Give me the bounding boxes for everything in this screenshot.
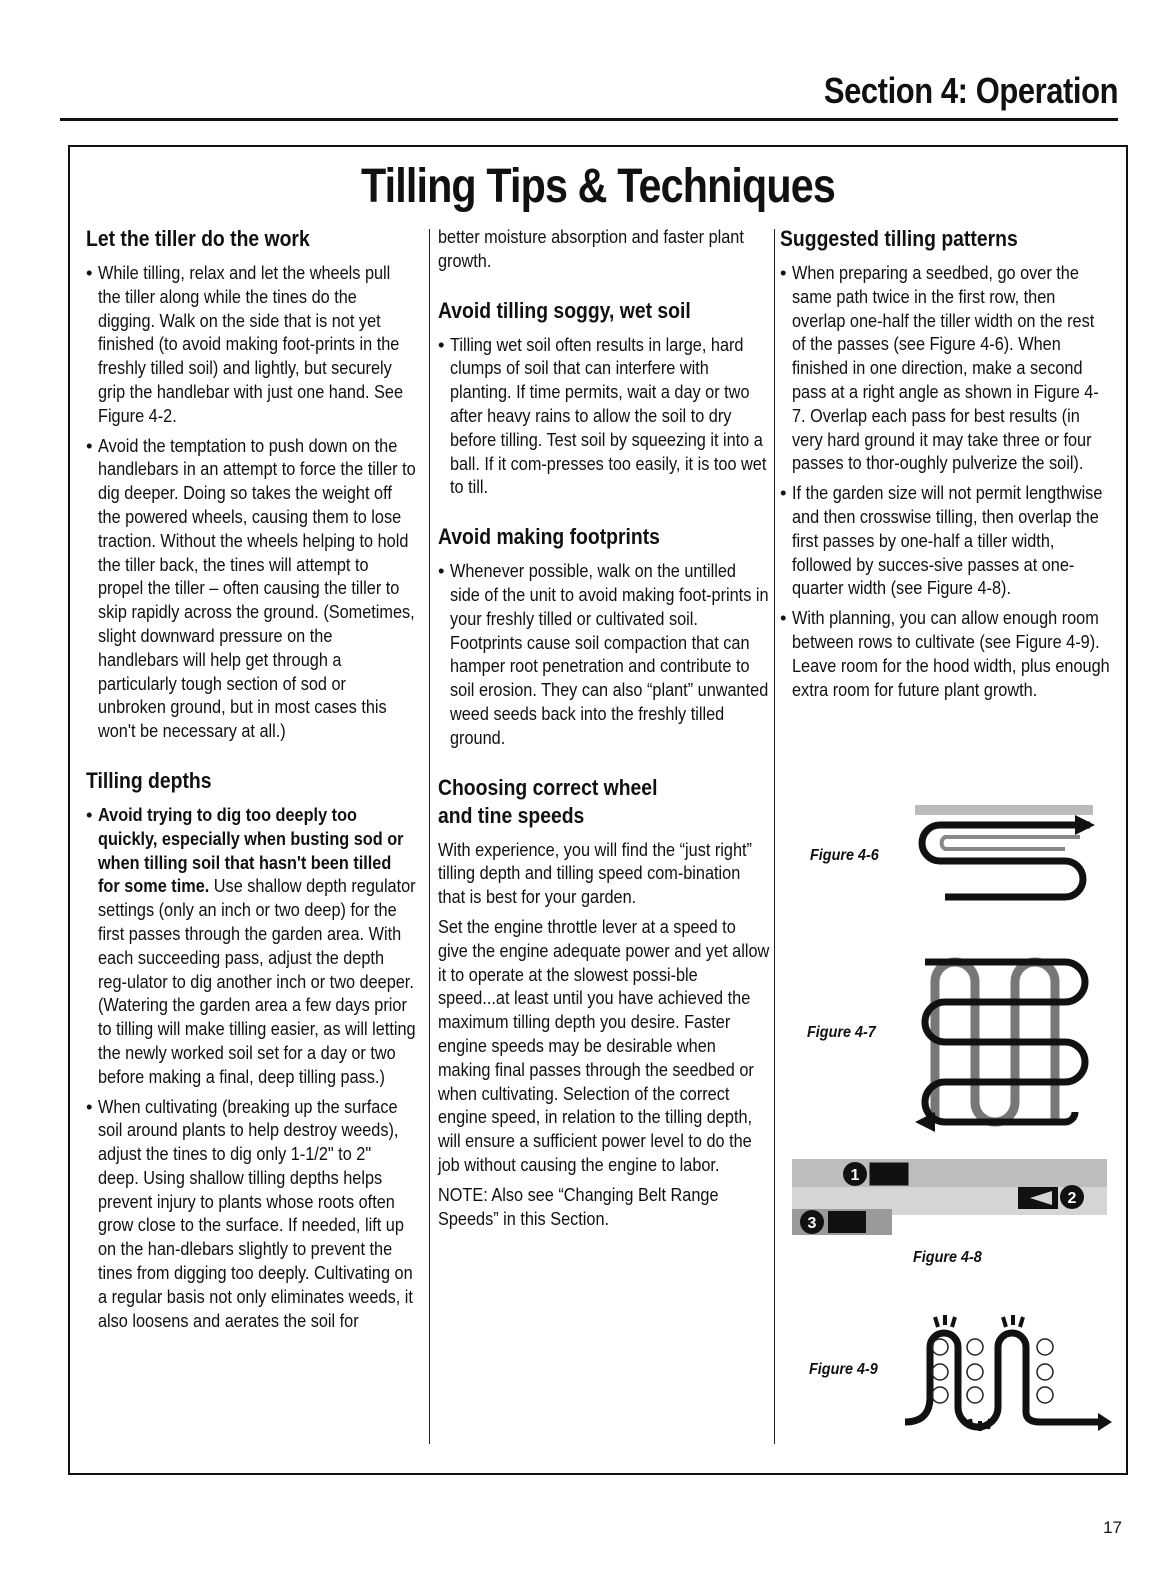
- column-divider-1: [429, 229, 430, 1444]
- column-1: [86, 225, 416, 1338]
- svg-text:3: 3: [807, 1215, 817, 1232]
- heading-footprints: Avoid making footprints: [438, 524, 660, 550]
- heading-wheel-tine-speeds-line2: and tine speeds: [438, 802, 585, 828]
- list-item: • When cultivating (breaking up the surface soil around plants to help destroy weeds), adjust the tines to dig only 1-1/2" to 2" deep. Using shallow tilling depths helps prevent injury to plants whose roots often grow close to the surface. If needed, lift up on the han-dlebars slightly to prevent the tines from digging too deeply. Cultivating on a regular basis not only eliminates weeds, it also loosens and aerates the soil for: [86, 1095, 416, 1333]
- figure-4-8-diagram: [790, 1157, 1110, 1242]
- heading-tilling-depths: Tilling depths: [86, 767, 212, 793]
- serpentine-path-2: [942, 837, 1080, 849]
- figure-4-6-label: Figure 4-6: [810, 847, 879, 864]
- page-title: Tilling Tips & Techniques: [361, 160, 835, 213]
- tiller-icon-3: [828, 1211, 866, 1233]
- list-item: • While tilling, relax and let the wheels pull the tiller along while the tines do the digging. Walk on the side that is not yet finished (to avoid making foot-prints in the freshly tilled soil) and lightly, but securely grip the handlebar with just one hand. See Figure 4-2.: [86, 261, 416, 428]
- column-3: [780, 225, 1112, 707]
- tiller-icon-1: [870, 1163, 908, 1185]
- figure-4-7-diagram: [915, 942, 1095, 1132]
- heading-soggy-soil: Avoid tilling soggy, wet soil: [438, 297, 691, 323]
- list-item: • When preparing a seedbed, go over the same path twice in the first row, then overlap one-half the tiller width on the rest of the passes (see Figure 4-6). When finished in one direction, make a second pass at a right angle as shown in Figure 4-7. Overlap each pass for best results (in very hard ground it may take three or four passes to thor-oughly pulverize the soil).: [780, 261, 1112, 475]
- note: NOTE: Also see “Changing Belt Range Speeds” in this Section.: [438, 1183, 719, 1229]
- content-frame: [68, 145, 1128, 1475]
- list-item: • If the garden size will not permit lengthwise and then crosswise tilling, then overlap the first passes by one-half a tiller width, followed by succes-sive passes at one-quarter width (see Figure 4-8).: [780, 481, 1112, 600]
- list-item: • Avoid the temptation to push down on the handlebars in an attempt to force the tiller to dig deeper. Doing so takes the weight off the powered wheels, causing them to lose traction. Without the wheels helping to hold the tiller back, the tines will attempt to propel the tiller – often causing the tiller to skip rapidly across the ground. (Sometimes, slight downward pressure on the handlebars will help get through a particularly tough section of sod or unbroken ground, but in most cases this won't be necessary at all.): [86, 434, 416, 743]
- figure-4-9-diagram: [900, 1307, 1115, 1437]
- figure-4-9-label: Figure 4-9: [809, 1361, 878, 1378]
- heading-let-tiller-work: Let the tiller do the work: [86, 226, 310, 251]
- bullet-text: Use shallow depth regulator settings (only an inch or two deep) for the first passes through the garden area. With each succeeding pass, adjust the depth reg-ulator to dig another inch or two deeper. (Watering the garden area a few days prior to tilling will make tilling easier, as will letting the newly worked soil set for a day or two before making a final, deep tilling pass.): [98, 875, 416, 1087]
- heading-tilling-patterns: Suggested tilling patterns: [780, 226, 1018, 251]
- paragraph: With experience, you will find the “just right” tilling depth and tilling speed com-bination that is best for your garden.: [438, 838, 752, 908]
- figure-4-8-label: Figure 4-8: [913, 1249, 982, 1266]
- figure-4-7-label: Figure 4-7: [807, 1024, 876, 1041]
- bold-lead: Avoid trying to dig too deeply too quickly, especially when busting sod or when tilling soil that hasn't been tilled for some time.: [98, 803, 404, 897]
- tilled-band: [915, 805, 1093, 815]
- list-item: [86, 803, 416, 1089]
- figure-4-6-diagram: [915, 795, 1095, 915]
- arrow-head-icon: [1098, 1413, 1112, 1431]
- list-item: • Whenever possible, walk on the untilled side of the unit to avoid making foot-prints in your freshly tilled or cultivated soil. Footprints cause soil compaction that can hamper root penetration and contribute to soil erosion. They can also “plant” unwanted weed seeds back into the freshly tilled ground.: [438, 559, 770, 749]
- plant-row-1: [967, 1339, 983, 1403]
- svg-text:2: 2: [1067, 1190, 1077, 1207]
- arrow-head-icon: [915, 1112, 935, 1132]
- header-rule: [60, 118, 1118, 121]
- cultivation-path: [905, 1333, 1105, 1427]
- marker-3: [800, 1210, 824, 1234]
- list-item: • With planning, you can allow enough room between rows to cultivate (see Figure 4-9). Leave room for the hood width, plus enough extra room for future plant growth.: [780, 606, 1112, 701]
- svg-text:1: 1: [850, 1167, 860, 1184]
- heading-wheel-tine-speeds: Choosing correct wheel: [438, 774, 658, 800]
- section-header: Section 4: Operation: [823, 70, 1118, 111]
- continuation-text: better moisture absorption and faster plant growth.: [438, 226, 744, 271]
- plant-row-3: [932, 1339, 948, 1403]
- marker-2: [1060, 1185, 1084, 1209]
- list-item: • Tilling wet soil often results in large, hard clumps of soil that can interfere with planting. If time permits, wait a day or two after heavy rains to allow the soil to dry before tilling. Test soil by squeezing it into a ball. If it com-presses too easily, it is too wet to till.: [438, 333, 770, 500]
- horizontal-pass: [925, 962, 1085, 1122]
- marker-1: [843, 1162, 867, 1186]
- arrow-head-icon: [1075, 815, 1095, 835]
- tilled-strip-top: [792, 1159, 1107, 1187]
- paragraph: Set the engine throttle lever at a speed to give the engine adequate power and yet allow it to operate at the slowest possi-ble speed...at least until you have achieved the maximum tilling depth you desire. Faster engine speeds may be desirable when making final passes through the seedbed or when cultivating. Selection of the correct engine speed, in relation to the tilling depth, will ensure a sufficient power level to do the job without causing the engine to labor.: [438, 915, 770, 1175]
- column-2: [438, 225, 770, 1236]
- plant-row-2: [1037, 1339, 1053, 1403]
- page-number: 17: [1103, 1518, 1122, 1537]
